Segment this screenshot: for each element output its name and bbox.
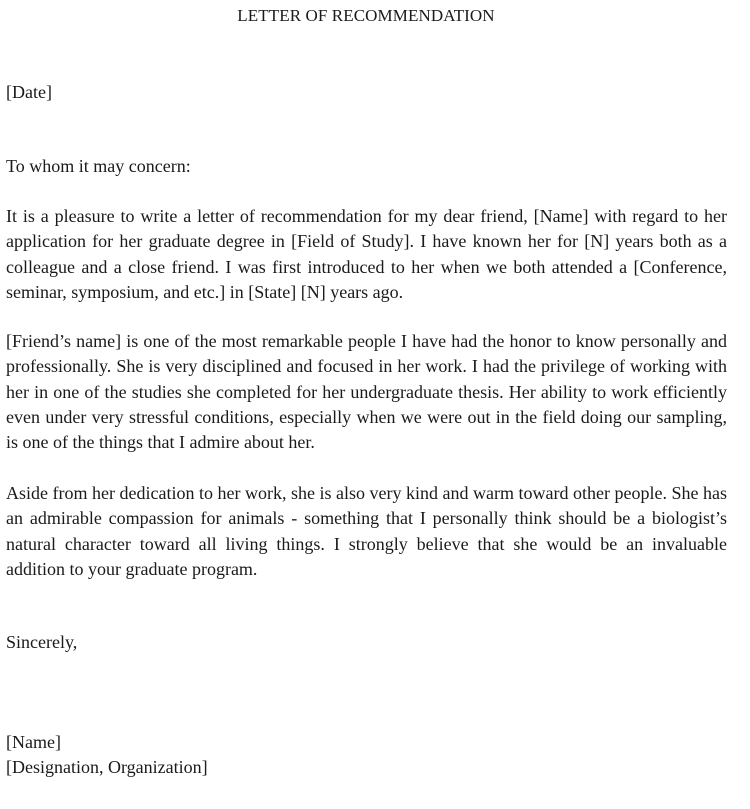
body-paragraph-1: It is a pleasure to write a letter of recommendation for my dear friend, [Name] with regard to her application for her graduate degree in [Field of Study]. I have known her for [N] years both as a colleague and a close friend. I was first introduced to her when we both attended a [Conference, seminar, symposium, and etc.] in [State] [N] years ago. xyxy=(6,206,727,302)
closing: Sincerely, xyxy=(6,632,78,652)
date-placeholder: [Date] xyxy=(6,82,52,102)
letter-title: LETTER OF RECOMMENDATION xyxy=(237,6,495,25)
body-paragraph-2: [Friend’s name] is one of the most remarkable people I have had the honor to know personally and professionally. She is very disciplined and focused in her work. I had the privilege of working with her in one of the studies she completed for her undergraduate thesis. Her ability to work efficiently even under very stressful conditions, especially when we were out in the field doing our sampling, is one of the things that I admire about her. xyxy=(6,331,727,453)
signature-designation: [Designation, Organization] xyxy=(6,757,208,777)
body-paragraph-3: Aside from her dedication to her work, she is also very kind and warm toward other people. She has an admirable compassion for animals - something that I personally think should be a biologist’s natural character toward all living things. I strongly believe that she would be an invaluable addition to your graduate program. xyxy=(6,483,727,579)
salutation: To whom it may concern: xyxy=(6,156,191,176)
signature-name: [Name] xyxy=(6,732,61,752)
